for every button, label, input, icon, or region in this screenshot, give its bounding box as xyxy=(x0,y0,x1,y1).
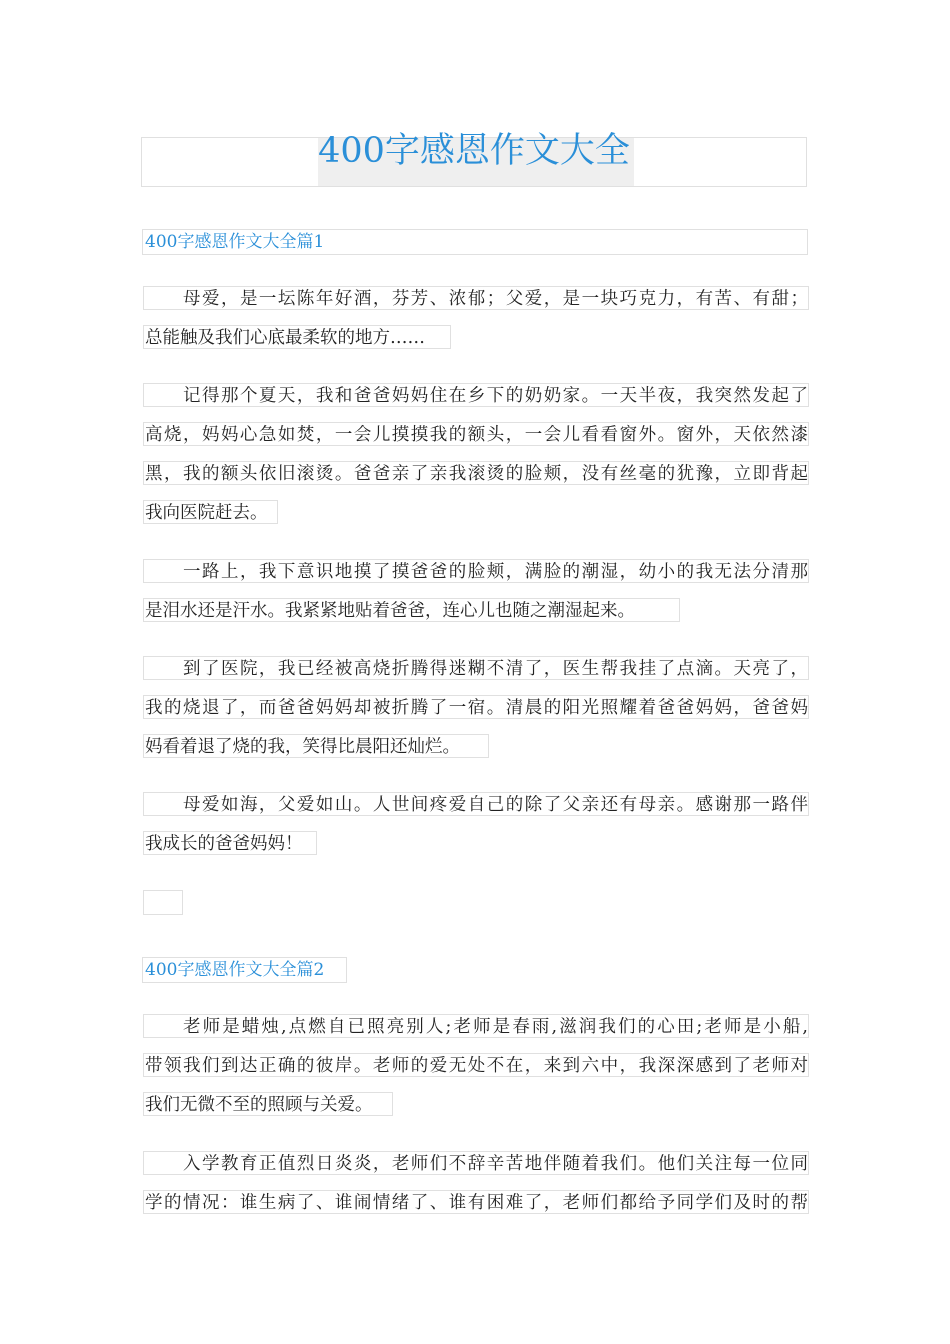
paragraph-6 xyxy=(143,1014,809,1131)
paragraph-line: 妈看着退了烧的我，笑得比晨阳还灿烂。 xyxy=(143,734,489,758)
paragraph-line: 记得那个夏天，我和爸爸妈妈住在乡下的奶奶家。一天半夜，我突然发起了 xyxy=(143,383,809,407)
empty-paragraph xyxy=(143,890,183,915)
paragraph-4 xyxy=(143,656,809,773)
paragraph-line: 总能触及我们心底最柔软的地方…… xyxy=(143,325,451,349)
paragraph-2 xyxy=(143,383,809,539)
paragraph-5 xyxy=(143,792,809,870)
paragraph-line: 老师是蜡烛,点燃自已照亮别人;老师是春雨,滋润我们的心田;老师是小船, xyxy=(143,1014,809,1038)
paragraph-line: 带领我们到达正确的彼岸。老师的爱无处不在，来到六中，我深深感到了老师对 xyxy=(143,1053,809,1077)
section-heading-2: 400字感恩作文大全篇2 xyxy=(142,957,347,983)
paragraph-line: 我向医院赶去。 xyxy=(143,500,278,524)
section-heading-1: 400字感恩作文大全篇1 xyxy=(142,229,808,255)
document-title: 400字感恩作文大全 xyxy=(318,131,630,171)
paragraph-line: 我成长的爸爸妈妈！ xyxy=(143,831,317,855)
paragraph-line: 我的烧退了，而爸爸妈妈却被折腾了一宿。清晨的阳光照耀着爸爸妈妈，爸爸妈 xyxy=(143,695,809,719)
paragraph-line: 我们无微不至的照顾与关爱。 xyxy=(143,1092,393,1116)
paragraph-1 xyxy=(143,286,809,364)
paragraph-line: 母爱，是一坛陈年好酒，芬芳、浓郁；父爱，是一块巧克力，有苦、有甜； xyxy=(143,286,809,310)
paragraph-line: 学的情况：谁生病了、谁闹情绪了、谁有困难了，老师们都给予同学们及时的帮 xyxy=(143,1190,809,1214)
paragraph-3 xyxy=(143,559,809,637)
paragraph-line: 母爱如海，父爱如山。人世间疼爱自己的除了父亲还有母亲。感谢那一路伴 xyxy=(143,792,809,816)
paragraph-line: 黑，我的额头依旧滚烫。爸爸亲了亲我滚烫的脸颊，没有丝毫的犹豫，立即背起 xyxy=(143,461,809,485)
paragraph-7 xyxy=(143,1151,809,1229)
paragraph-line: 一路上，我下意识地摸了摸爸爸的脸颊，满脸的潮湿，幼小的我无法分清那 xyxy=(143,559,809,583)
paragraph-line: 高烧，妈妈心急如焚，一会儿摸摸我的额头，一会儿看看窗外。窗外，天依然漆 xyxy=(143,422,809,446)
paragraph-line: 到了医院，我已经被高烧折腾得迷糊不清了，医生帮我挂了点滴。天亮了， xyxy=(143,656,809,680)
title-frame xyxy=(141,131,807,187)
paragraph-line: 是泪水还是汗水。我紧紧地贴着爸爸，连心儿也随之潮湿起来。 xyxy=(143,598,680,622)
paragraph-line: 入学教育正值烈日炎炎，老师们不辞辛苦地伴随着我们。他们关注每一位同 xyxy=(143,1151,809,1175)
